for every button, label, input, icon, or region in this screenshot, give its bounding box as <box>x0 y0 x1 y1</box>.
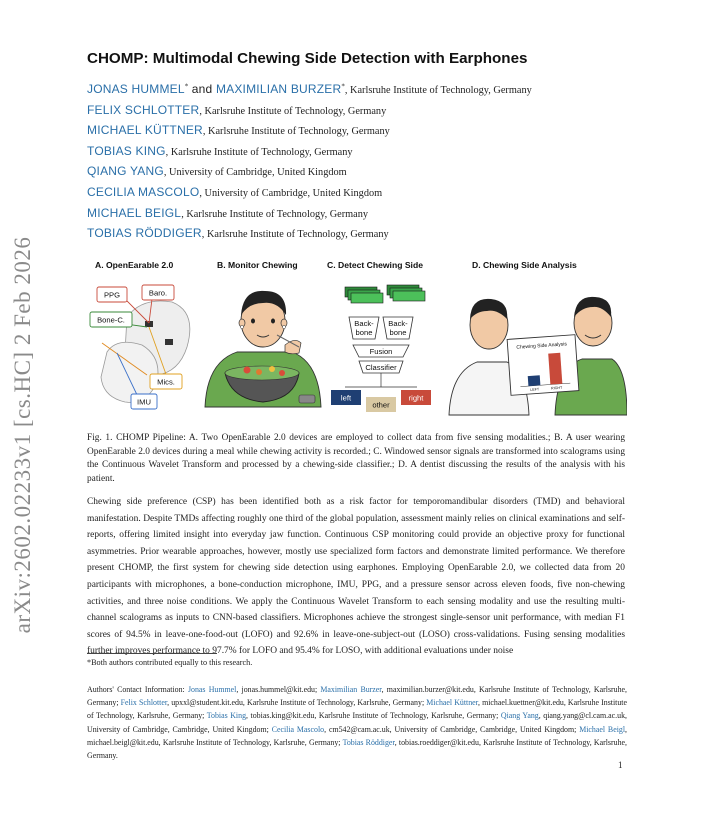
contact-text: , michael.beigl@kit.edu, Karlsruhe Institute of Technology, Karlsruhe, Germany; <box>87 724 628 747</box>
author-line <box>87 144 647 165</box>
sensor-chip-2 <box>165 339 173 345</box>
equal-contribution-footnote: *Both authors contributed equally to this research. <box>87 658 253 667</box>
sensor-label-baro: Baro. <box>148 288 168 298</box>
author-name: MICHAEL KÜTTNER <box>87 123 203 138</box>
sensor-label-imu: IMU <box>137 397 151 407</box>
panel-b-person-eating <box>205 291 321 407</box>
contact-information <box>87 683 627 762</box>
contact-text: , cm542@cam.ac.uk, University of Cambridge, Cambridge, United Kingdom; <box>324 724 580 734</box>
contact-author-link[interactable]: Michael Beigl <box>579 724 626 734</box>
sensor-label-mics: Mics. <box>157 377 175 387</box>
backbone-left-label-2: bone <box>355 328 373 337</box>
page-number: 1 <box>618 760 623 770</box>
contact-text: , michael.kuettner@kit.edu, Karlsruhe Institute of Technology, Karlsruhe, Germany; <box>87 698 627 721</box>
author-conjunction: and <box>188 82 216 96</box>
contact-author-link[interactable]: Jonas Hummel <box>187 685 237 694</box>
contact-text: , jonas.hummel@kit.edu; <box>236 685 321 694</box>
panel-a-earables <box>90 285 190 409</box>
backbone-right-label-2: bone <box>389 328 407 337</box>
author-line <box>87 123 647 144</box>
author-name: MICHAEL BEIGL <box>87 205 182 220</box>
board-bar-left-label: LEFT <box>530 387 540 392</box>
author-line <box>87 226 647 247</box>
panel-title-d: D. Chewing Side Analysis <box>472 260 577 270</box>
author-name: CECILIA MASCOLO <box>87 184 200 199</box>
fusion-label: Fusion <box>369 347 393 356</box>
author-affiliation: , Karlsruhe Institute of Technology, Germany <box>165 146 353 158</box>
panel-d-dentist-patient <box>449 297 627 415</box>
output-other-label: other <box>372 400 390 410</box>
arxiv-id: arXiv:2602.02233v1 [cs.HC] 2 Feb 2026 <box>10 236 35 634</box>
figure-1 <box>87 257 627 417</box>
contact-text: , upxxl@student.kit.edu, Karlsruhe Institute of Technology, Karlsruhe, Germany; <box>167 698 427 708</box>
abstract: Chewing side preference (CSP) has been identified both as a risk factor for temporomandibular disorders (TMD) and behavioral manifestation. Despite TMDs affecting roughly one third of the global population, assessment mainly relies on clinical examinations and self-reports, offering limited insight into everyday jaw function. Continuous CSP monitoring could provide an objective proxy for functional asymmetries. Prior wearable approaches, however, mostly use specialized form factors and demonstrate limited performance. We therefore present CHOMP, the first system for chewing side detection using earphones. Employing OpenEarable 2.0, we collected data from 20 participants with microphones, a bone-conduction microphone, IMU, PPG, and a pressure sensor across eleven foods, five non-chewing activities, and three noise conditions. We apply the Continuous Wavelet Transform to each sensing modality and use the resulting multi-channel scalograms as inputs to CNN-based classifiers. Microphones achieve the strongest single-sensor unit performance, with median F1 scores of 94.5% in leave-one-food-out (LOFO) and 92.6% in leave-one-subject-out (LOSO) cross-validations. Fusing sensing modalities further improves performance to 97.7% for LOFO and 95.4% for LOSO, with additional evaluations under noise <box>87 497 625 657</box>
equal-contribution-mark: * <box>184 82 189 91</box>
output-right-label: right <box>408 393 424 403</box>
author-affiliation: , University of Cambridge, United Kingdom <box>163 167 347 179</box>
author-line <box>87 206 647 227</box>
contact-text: Authors' Contact Information: <box>87 685 188 694</box>
author-affiliation: , Karlsruhe Institute of Technology, Germany <box>202 126 390 138</box>
footnote-rule <box>87 653 217 654</box>
sensor-label-bone-c: Bone-C. <box>97 315 125 325</box>
contact-text: , qiang.yang@cl.cam.ac.uk, University of Cambridge, Cambridge, United Kingdom; <box>87 711 627 734</box>
author-affiliation: , Karlsruhe Institute of Technology, Germany <box>201 229 389 241</box>
figure-caption: Fig. 1. CHOMP Pipeline: A. Two OpenEarable 2.0 devices are employed to collect data from five sensing modalities.; B. A user wearing OpenEarable 2.0 devices during a meal while chewing activity is recorded.; C. Windowed sensor signals are transformed into scalograms using the Continuous Wavelet Transform and processed by a chewing-side classifier.; D. A dentist discussing the results of the analysis with his patient. <box>87 433 625 484</box>
author-name: MAXIMILIAN BURZER <box>215 82 342 96</box>
board-bar-left <box>528 375 541 386</box>
equal-contribution-mark: * <box>341 82 345 91</box>
contact-text: , tobias.roeddiger@kit.edu, Karlsruhe Institute of Technology, Karlsruhe, Germany. <box>87 737 627 761</box>
author-name: FELIX SCHLOTTER <box>87 102 200 117</box>
author-line <box>87 185 647 206</box>
analysis-board-title: Chewing Side Analysis <box>516 341 568 351</box>
arxiv-side-stamp <box>2 215 44 655</box>
author-name: JONAS HUMMEL <box>87 82 185 96</box>
author-name: TOBIAS RÖDDIGER <box>87 226 202 241</box>
author-line <box>87 82 647 103</box>
figure-illustration <box>87 257 627 417</box>
contact-author-link[interactable]: Felix Schlotter <box>120 698 168 708</box>
board-bar-right-label: RIGHT <box>550 385 563 391</box>
author-list <box>87 82 647 247</box>
paper-title: CHOMP: Multimodal Chewing Side Detection with Earphones <box>87 50 528 67</box>
contact-text: , tobias.king@kit.edu, Karlsruhe Institute of Technology, Karlsruhe, Germany; <box>246 711 501 721</box>
scalogram-stack-left <box>345 287 383 303</box>
contact-author-link[interactable]: Tobias Röddiger <box>342 737 395 747</box>
author-name: QIANG YANG <box>87 164 164 179</box>
board-bar-right <box>548 353 562 385</box>
backbone-right-label-1: Back- <box>388 319 408 328</box>
panel-c-pipeline <box>331 285 431 412</box>
earable-bottom-shape <box>101 342 158 402</box>
output-left-label: left <box>340 393 352 403</box>
scalogram-stack-right <box>387 285 425 301</box>
sensor-label-ppg: PPG <box>103 290 121 300</box>
author-line <box>87 164 647 185</box>
author-line <box>87 103 647 124</box>
author-affiliation: , Karlsruhe Institute of Technology, Germany <box>181 208 369 220</box>
contact-author-link[interactable]: Tobias King <box>206 711 247 721</box>
author-affiliation: , Karlsruhe Institute of Technology, Germany <box>344 85 532 96</box>
contact-text: , maximilian.burzer@kit.edu, Karlsruhe Institute of Technology, Karlsruhe, Germany; <box>87 685 628 708</box>
backbone-left-label-1: Back- <box>354 319 374 328</box>
contact-author-link[interactable]: Qiang Yang <box>500 711 539 721</box>
contact-author-link[interactable]: Maximilian Burzer <box>320 685 382 694</box>
classifier-label: Classifier <box>365 363 397 372</box>
panel-title-b: B. Monitor Chewing <box>217 260 298 270</box>
panel-title-a: A. OpenEarable 2.0 <box>95 260 174 270</box>
contact-author-link[interactable]: Cecilia Mascolo <box>271 724 325 734</box>
author-affiliation: , Karlsruhe Institute of Technology, Germany <box>199 105 387 117</box>
author-name: TOBIAS KING <box>87 143 166 158</box>
author-affiliation: , University of Cambridge, United Kingdom <box>199 187 383 199</box>
panel-title-c: C. Detect Chewing Side <box>327 260 423 270</box>
contact-author-link[interactable]: Michael Küttner <box>426 698 478 708</box>
